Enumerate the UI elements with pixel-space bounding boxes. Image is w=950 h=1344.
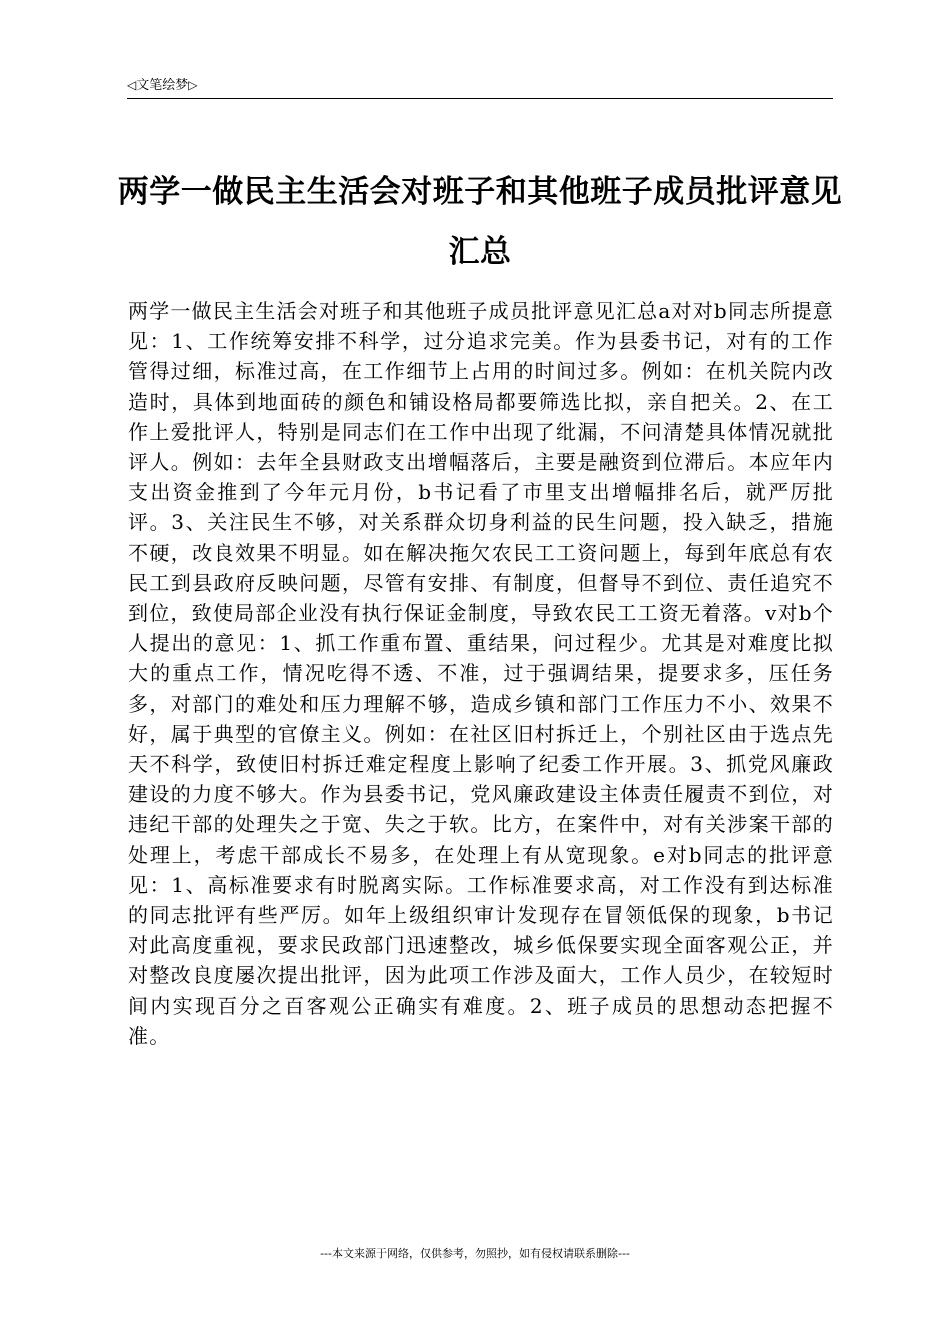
right-triangle-icon: ▷ <box>188 78 198 92</box>
document-body: 两学一做民主生活会对班子和其他班子成员批评意见汇总a对对b同志所提意见：1、工作统筹安排不科学，过分追求完美。作为县委书记，对有的工作管得过细，标准过高，在工作细节上占用的时间过多。例如：在机关院内改造时，具体到地面砖的颜色和铺设格局都要筛选比拟，亲自把关。2、在工作上爱批评人，特别是同志们在工作中出现了纰漏，不问清楚具体情况就批评人。例如：去年全县财政支出增幅落后，主要是融资到位滞后。本应年内支出资金推到了今年元月份，b书记看了市里支出增幅排名后，就严厉批评。3、关注民生不够，对关系群众切身利益的民生问题，投入缺乏，措施不硬，改良效果不明显。如在解决拖欠农民工工资问题上，每到年底总有农民工到县政府反映问题，尽管有安排、有制度，但督导不到位、责任追究不到位，致使局部企业没有执行保证金制度，导致农民工工资无着落。v对b个人提出的意见：1、抓工作重布置、重结果，问过程少。尤其是对难度比拟大的重点工作，情况吃得不透、不准，过于强调结果，提要求多，压任务多，对部门的难处和压力理解不够，造成乡镇和部门工作压力不小、效果不好，属于典型的官僚主义。例如：在社区旧村拆迁上，个别社区由于选点先天不科学，致使旧村拆迁难定程度上影响了纪委工作开展。3、抓党风廉政建设的力度不够大。作为县委书记，党风廉政建设主体责任履责不到位，对违纪干部的处理失之于宽、失之于软。比方，在案件中，对有关涉案干部的处理上，考虑干部成长不易多，在处理上有从宽现象。e对b同志的批评意见：1、高标准要求有时脱离实际。工作标准要求高，对工作没有到达标准的同志批评有些严厉。如年上级组织审计发现存在冒领低保的现象，b书记对此高度重视，要求民政部门迅速整改，城乡低保要实现全面客观公正，并对整改良度屡次提出批评，因为此项工作涉及面大，工作人员少，在较短时间内实现百分之百客观公正确实有难度。2、班子成员的思想动态把握不准。 <box>128 299 834 1048</box>
header-brand-text: 文笔绘梦 <box>136 78 189 93</box>
left-triangle-icon: ◁ <box>127 78 137 92</box>
page-footer: ---本文来源于网络，仅供参考，勿照抄，如有侵权请联系删除--- <box>320 1247 630 1260</box>
document-title: 两学一做民主生活会对班子和其他班子成员批评意见汇总 <box>117 174 843 270</box>
page-header <box>127 76 833 99</box>
